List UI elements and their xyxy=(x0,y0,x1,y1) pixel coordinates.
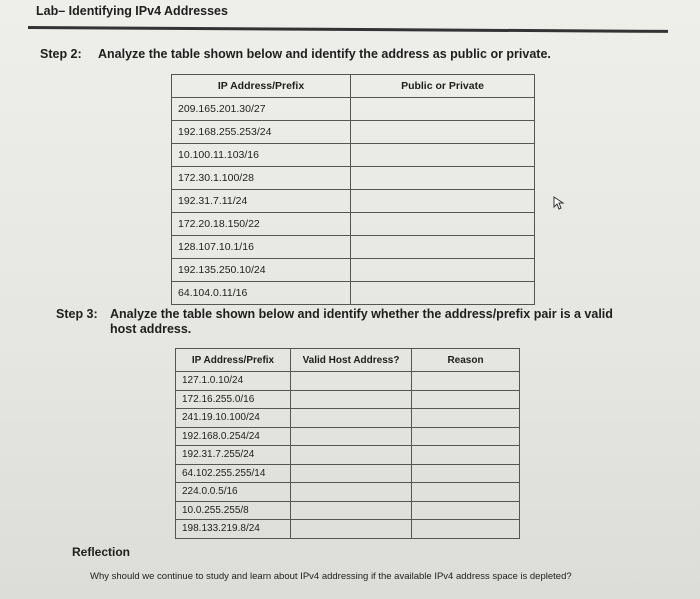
ip-cell: 128.107.10.1/16 xyxy=(172,236,351,259)
table-row xyxy=(172,213,535,236)
table-row xyxy=(176,427,520,446)
table-row xyxy=(176,372,520,391)
ip-cell: 10.0.255.255/8 xyxy=(176,501,291,520)
col-ip-prefix: IP Address/Prefix xyxy=(172,75,351,98)
ip-cell: 241.19.10.100/24 xyxy=(176,409,291,428)
table-row xyxy=(172,167,535,190)
mouse-cursor-icon xyxy=(552,196,566,210)
col-reason: Reason xyxy=(412,349,520,372)
table-row xyxy=(176,483,520,502)
ip-cell: 10.100.11.103/16 xyxy=(172,144,351,167)
step2-instruction: Analyze the table shown below and identify the address as public or private. xyxy=(98,47,551,61)
ip-cell: 127.1.0.10/24 xyxy=(176,372,291,391)
header-divider xyxy=(28,26,668,33)
reason-cell[interactable] xyxy=(412,427,520,446)
col-valid-host: Valid Host Address? xyxy=(291,349,412,372)
reason-cell[interactable] xyxy=(412,372,520,391)
step2-number: Step 2: xyxy=(40,47,82,61)
table-row xyxy=(176,409,520,428)
table-row xyxy=(172,121,535,144)
table-row xyxy=(176,464,520,483)
valid-cell[interactable] xyxy=(291,483,412,502)
answer-cell[interactable] xyxy=(351,259,535,282)
reason-cell[interactable] xyxy=(412,520,520,539)
ip-cell: 172.16.255.0/16 xyxy=(176,390,291,409)
valid-cell[interactable] xyxy=(291,409,412,428)
step3-number: Step 3: xyxy=(56,307,98,321)
reason-cell[interactable] xyxy=(412,464,520,483)
answer-cell[interactable] xyxy=(351,236,535,259)
table-header-row xyxy=(176,349,520,372)
ip-cell: 172.30.1.100/28 xyxy=(172,167,351,190)
step2-table xyxy=(171,74,535,305)
ip-cell: 192.168.0.254/24 xyxy=(176,427,291,446)
ip-cell: 209.165.201.30/27 xyxy=(172,98,351,121)
answer-cell[interactable] xyxy=(351,190,535,213)
ip-cell: 64.104.0.11/16 xyxy=(172,282,351,305)
table-row xyxy=(176,501,520,520)
table-row xyxy=(172,282,535,305)
ip-cell: 192.168.255.253/24 xyxy=(172,121,351,144)
table-row xyxy=(172,190,535,213)
ip-cell: 224.0.0.5/16 xyxy=(176,483,291,502)
col-ip-prefix: IP Address/Prefix xyxy=(176,349,291,372)
table-header-row xyxy=(172,75,535,98)
ip-cell: 172.20.18.150/22 xyxy=(172,213,351,236)
ip-cell: 192.31.7.11/24 xyxy=(172,190,351,213)
reason-cell[interactable] xyxy=(412,501,520,520)
valid-cell[interactable] xyxy=(291,446,412,465)
reason-cell[interactable] xyxy=(412,390,520,409)
step3-heading xyxy=(56,307,613,337)
ip-cell: 64.102.255.255/14 xyxy=(176,464,291,483)
table-row xyxy=(176,520,520,539)
table-row xyxy=(172,259,535,282)
ip-cell: 198.133.219.8/24 xyxy=(176,520,291,539)
reflection-question: Why should we continue to study and learn about IPv4 addressing if the available IPv4 address space is depleted? xyxy=(90,571,572,582)
step3-instruction-line1: Analyze the table shown below and identify whether the address/prefix pair is a valid xyxy=(110,307,613,321)
table-row xyxy=(176,390,520,409)
reflection-heading: Reflection xyxy=(72,545,131,559)
step2-heading xyxy=(40,47,551,62)
ip-cell: 192.31.7.255/24 xyxy=(176,446,291,465)
answer-cell[interactable] xyxy=(351,98,535,121)
col-public-private: Public or Private xyxy=(351,75,535,98)
valid-cell[interactable] xyxy=(291,427,412,446)
valid-cell[interactable] xyxy=(291,520,412,539)
table-row xyxy=(176,446,520,465)
valid-cell[interactable] xyxy=(291,372,412,391)
table-row xyxy=(172,98,535,121)
reason-cell[interactable] xyxy=(412,446,520,465)
step3-table xyxy=(175,348,520,539)
answer-cell[interactable] xyxy=(351,167,535,190)
reason-cell[interactable] xyxy=(412,483,520,502)
answer-cell[interactable] xyxy=(351,121,535,144)
reason-cell[interactable] xyxy=(412,409,520,428)
valid-cell[interactable] xyxy=(291,464,412,483)
table-row xyxy=(172,144,535,167)
answer-cell[interactable] xyxy=(351,213,535,236)
valid-cell[interactable] xyxy=(291,390,412,409)
table-row xyxy=(172,236,535,259)
step3-instruction-line2: host address. xyxy=(110,322,192,336)
valid-cell[interactable] xyxy=(291,501,412,520)
answer-cell[interactable] xyxy=(351,144,535,167)
ip-cell: 192.135.250.10/24 xyxy=(172,259,351,282)
answer-cell[interactable] xyxy=(351,282,535,305)
lab-title: Lab– Identifying IPv4 Addresses xyxy=(36,4,228,18)
